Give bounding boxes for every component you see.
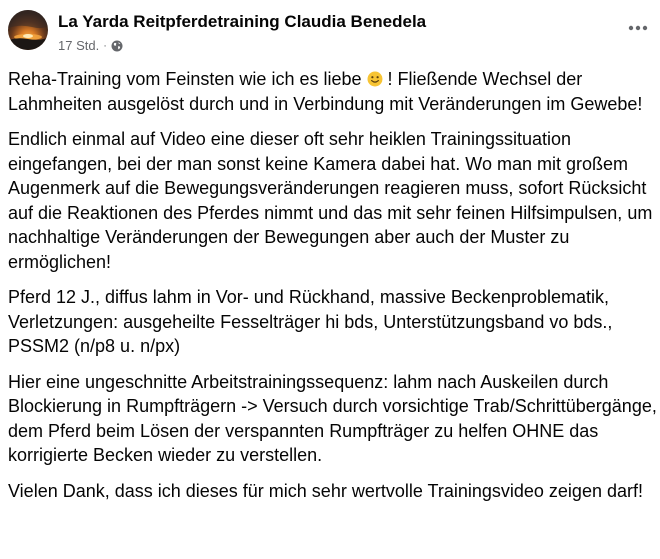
paragraph-text: Reha-Training vom Feinsten wie ich es liebe <box>8 69 367 89</box>
author-name[interactable]: La Yarda Reitpferdetraining Claudia Benedela <box>58 12 427 31</box>
post-header <box>0 0 660 60</box>
paragraph-text: ! Fließende Wechsel der Lahmheiten ausgelöst durch und in Verbindung mit Veränderungen im Gewebe! <box>8 69 643 114</box>
post-paragraph-3: Pferd 12 J., diffus lahm in Vor- und Rückhand, massive Beckenproblematik, Verletzungen: ausgeheilte Fesselträger hi bds, Unterstützungsband vo bds., PSSM2 (n/p8 u. n/px) <box>8 287 613 356</box>
more-options-icon[interactable] <box>626 16 650 40</box>
avatar[interactable] <box>8 10 48 50</box>
post-paragraph-1 <box>8 67 658 116</box>
post-timestamp[interactable]: 17 Std. <box>58 38 100 53</box>
post-paragraph-2: Endlich einmal auf Video eine dieser oft sehr heiklen Trainingssituation eingefangen, bei der man sonst keine Kamera dabei hat. Wo man mit großem Augenmerk auf die Bewegungsveränderungen reagieren muss, sofort Rücksicht auf die Reaktionen des Pferdes nimmt und das mit sehr feinen Hilfsimpulsen, um nachhaltige Veränderungen der Bewegungen aber auch der Muster zu ermöglichen! <box>8 129 653 272</box>
post-paragraph-5: Vielen Dank, dass ich dieses für mich sehr wertvolle Trainingsvideo zeigen darf! <box>8 480 643 501</box>
slightly-smiling-face-icon <box>367 69 383 85</box>
post-body <box>8 67 658 514</box>
sunset-profile-image <box>8 10 48 50</box>
globe-icon[interactable] <box>111 40 123 52</box>
post-meta <box>58 38 123 53</box>
post-paragraph-4: Hier eine ungeschnitte Arbeitstrainingssequenz: lahm nach Auskeilen durch Blockierung in Rumpfträgern -> Versuch durch vorsichtige Trab/Schrittübergänge, dem Pferd beim Lösen der verspannten Rumpfträger zu helfen OHNE das korrigierte Becken wieder zu verstellen. <box>8 371 657 465</box>
meta-separator: · <box>103 39 107 52</box>
